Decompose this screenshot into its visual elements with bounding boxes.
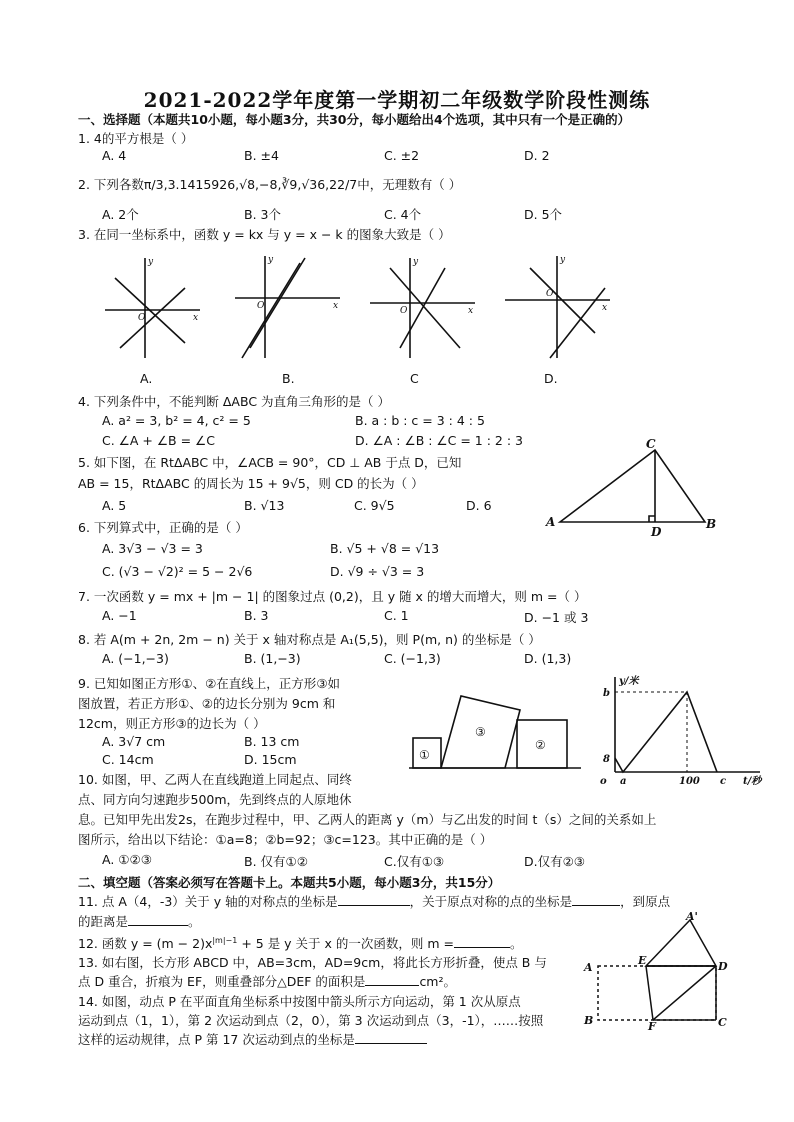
graph-hundred: 100	[679, 776, 700, 787]
q1-option-b: B. ±4	[244, 148, 279, 163]
q13-fold-figure	[578, 910, 728, 1030]
graph-x-label: t/秒	[743, 776, 762, 787]
graph-b-x: x	[333, 301, 339, 311]
q3-option-d: D.	[544, 371, 558, 386]
question-1: 1. 4的平方根是（ ）	[78, 131, 194, 146]
square-1-label: ①	[419, 748, 430, 762]
question-14-line2: 运动到点（1，1），第 2 次运动到点（2，0），第 3 次运动到点（3，-1），……按照	[78, 1013, 544, 1028]
q6-option-c: C. (√3 − √2)² = 5 − 2√6	[102, 564, 253, 579]
q8-option-d: D. (1,3)	[524, 651, 572, 666]
question-9-line1: 9. 已知如图正方形①、②在直线上，正方形③如	[78, 676, 341, 691]
graph-y-label: y/米	[619, 676, 639, 687]
label-c: C	[646, 437, 656, 451]
q13-blank[interactable]	[365, 973, 419, 986]
graph-a	[105, 258, 200, 358]
q9-option-c: C. 14cm	[102, 752, 154, 767]
question-11-line2: 的距离是 。	[78, 914, 201, 929]
q10-distance-graph	[595, 672, 775, 787]
graph-c: c	[720, 776, 727, 787]
question-14-line3: 这样的运动规律，点 P 第 17 次运动到点的坐标是	[78, 1030, 427, 1048]
graph-a-y: y	[148, 257, 154, 267]
q11-blank-2[interactable]	[572, 893, 620, 906]
q4-option-d: D. ∠A : ∠B : ∠C = 1 : 2 : 3	[355, 433, 523, 448]
graph-c-x: x	[468, 306, 474, 316]
q1-option-a: A. 4	[102, 148, 127, 163]
q10-option-c: C.仅有①③	[384, 854, 445, 869]
graph-c-origin: O	[400, 306, 408, 316]
q3-option-b: B.	[282, 371, 295, 386]
q9-squares-figure	[405, 680, 585, 780]
q7-option-c: C. 1	[384, 608, 409, 623]
graph-b: b	[603, 688, 610, 699]
q7-option-b: B. 3	[244, 608, 269, 623]
q7-option-d: D. −1 或 3	[524, 610, 589, 625]
graph-b-origin: O	[257, 301, 265, 311]
q5-triangle-figure	[540, 432, 720, 542]
label-a: A	[584, 961, 593, 974]
q7-option-a: A. −1	[102, 608, 137, 623]
q4-option-c: C. ∠A + ∠B = ∠C	[102, 433, 215, 448]
graph-d-origin: O	[546, 289, 554, 299]
graph-d-y: y	[560, 255, 566, 265]
section-1-heading: 一、选择题（本题共10小题，每小题3分，共30分，每小题给出4个选项，其中只有一个是正确的）	[78, 112, 631, 127]
q3-option-a: A.	[140, 371, 153, 386]
q1-option-d: D. 2	[524, 148, 550, 163]
q6-option-d: D. √9 ÷ √3 = 3	[330, 564, 425, 579]
square-3-label: ③	[475, 725, 486, 739]
q1-option-c: C. ±2	[384, 148, 420, 163]
q11-blank-1[interactable]	[338, 893, 410, 906]
q2-option-c: C. 4个	[384, 207, 422, 222]
question-11-line1: 11. 点 A（4，-3）关于 y 轴的对称点的坐标是 ，关于原点对称的点的坐标是 ，到原点	[78, 894, 671, 909]
question-12: 12. 函数 $y = (m - 2)x^{|m|-1} + 5$ 是 y 关于 x 的一次函数，则 m = 。	[78, 935, 523, 951]
q9-option-b: B. 13 cm	[244, 734, 300, 749]
q3-graphs	[90, 248, 610, 388]
graph-a-origin: O	[138, 313, 146, 323]
q2-option-b: B. 3个	[244, 207, 281, 222]
q5-option-a: A. 5	[102, 498, 127, 513]
q14-blank[interactable]	[355, 1031, 427, 1044]
question-7: 7. 一次函数 y = mx + |m − 1| 的图象过点 (0,2)，且 y 随 x 的增大而增大，则 m =（ ）	[78, 589, 587, 604]
q8-option-b: B. (1,−3)	[244, 651, 301, 666]
question-13-line2: 点 D 重合，折痕为 EF，则重叠部分△DEF 的面积是 cm²。	[78, 974, 456, 989]
question-13-line1: 13. 如右图，长方形 ABCD 中，AB=3cm，AD=9cm，将此长方形折叠，使点 B 与	[78, 955, 547, 970]
q3-option-c: C	[410, 371, 419, 386]
square-2-label: ②	[535, 738, 546, 752]
q12-blank[interactable]	[454, 935, 510, 948]
question-5-line1: 5. 如下图，在 RtΔABC 中，∠ACB = 90°，CD ⊥ AB 于点 D，已知	[78, 455, 462, 470]
graph-origin: o	[600, 776, 607, 787]
graph-d	[505, 256, 610, 358]
label-d: D	[718, 960, 728, 973]
label-c: C	[718, 1016, 727, 1029]
question-14-line1: 14. 如图，动点 P 在平面直角坐标系中按图中箭头所示方向运动，第 1 次从原点	[78, 994, 521, 1009]
graph-a: a	[620, 776, 627, 787]
q10-option-d: D.仅有②③	[524, 854, 586, 869]
q2-option-d: D. 5个	[524, 207, 563, 222]
question-8: 8. 若 A(m + 2n, 2m − n) 关于 x 轴对称点是 A₁(5,5)，则 P(m, n) 的坐标是（ ）	[78, 632, 541, 647]
question-10-line3: 息。已知甲先出发2s，在跑步过程中，甲、乙两人的距离 y（m）与乙出发的时间 t（s）之间的关系如上	[78, 812, 657, 827]
q8-option-c: C. (−1,3)	[384, 651, 441, 666]
label-e: E	[638, 954, 647, 967]
graph-eight: 8	[603, 754, 610, 765]
question-10-line2: 点、同方向匀速跑步500m，先到终点的人原地休	[78, 792, 352, 807]
graph-d-x: x	[602, 303, 608, 313]
label-a: A	[546, 515, 556, 529]
q5-option-b: B. √13	[244, 498, 285, 513]
question-5-line2: AB = 15，RtΔABC 的周长为 15 + 9√5，则 CD 的长为（ ）	[78, 476, 424, 491]
graph-c	[370, 258, 475, 358]
q9-option-a: A. 3√7 cm	[102, 734, 166, 749]
q5-option-c: C. 9√5	[354, 498, 395, 513]
graph-b	[235, 256, 340, 358]
label-d: D	[651, 525, 662, 539]
graph-a-x: x	[193, 313, 199, 323]
label-b: B	[584, 1014, 594, 1027]
question-9-line2: 图放置，若正方形①、②的边长分别为 9cm 和	[78, 696, 336, 711]
graph-c-y: y	[413, 257, 419, 267]
q11-blank-3[interactable]	[128, 913, 188, 926]
graph-b-y: y	[268, 255, 274, 265]
q4-option-a: A. a² = 3, b² = 4, c² = 5	[102, 413, 251, 428]
q6-option-a: A. 3√3 − √3 = 3	[102, 541, 203, 556]
question-6: 6. 下列算式中，正确的是（ ）	[78, 520, 248, 535]
question-3: 3. 在同一坐标系中，函数 y = kx 与 y = x − k 的图象大致是（ ）	[78, 227, 451, 242]
q5-option-d: D. 6	[466, 498, 492, 513]
question-9-line3: 12cm，则正方形③的边长为（ ）	[78, 716, 266, 731]
question-10-line1: 10. 如图，甲、乙两人在直线跑道上同起点、同终	[78, 772, 352, 787]
q10-option-a: A. ①②③	[102, 852, 152, 867]
q4-option-b: B. a : b : c = 3 : 4 : 5	[355, 413, 485, 428]
q8-option-a: A. (−1,−3)	[102, 651, 169, 666]
label-f: F	[648, 1020, 656, 1030]
question-10-line4: 图所示，给出以下结论：①a=8；②b=92；③c=123。其中正确的是（ ）	[78, 832, 493, 847]
page-title: 2021-2022学年度第一学期初二年级数学阶段性测练	[143, 88, 651, 112]
q9-option-d: D. 15cm	[244, 752, 297, 767]
q6-option-b: B. √5 + √8 = √13	[330, 541, 440, 556]
label-a-prime: A'	[686, 910, 698, 923]
question-2: 2. 下列各数π/3,3.1415926,√8,−8,∛9,√36,22/7中，无理数有（ ）	[78, 177, 462, 192]
question-4: 4. 下列条件中，不能判断 ΔABC 为直角三角形的是（ ）	[78, 394, 391, 409]
q10-option-b: B. 仅有①②	[244, 854, 308, 869]
section-2-heading: 二、填空题（答案必须写在答题卡上。本题共5小题，每小题3分，共15分）	[78, 875, 501, 890]
label-b: B	[706, 517, 717, 531]
q2-option-a: A. 2个	[102, 207, 139, 222]
